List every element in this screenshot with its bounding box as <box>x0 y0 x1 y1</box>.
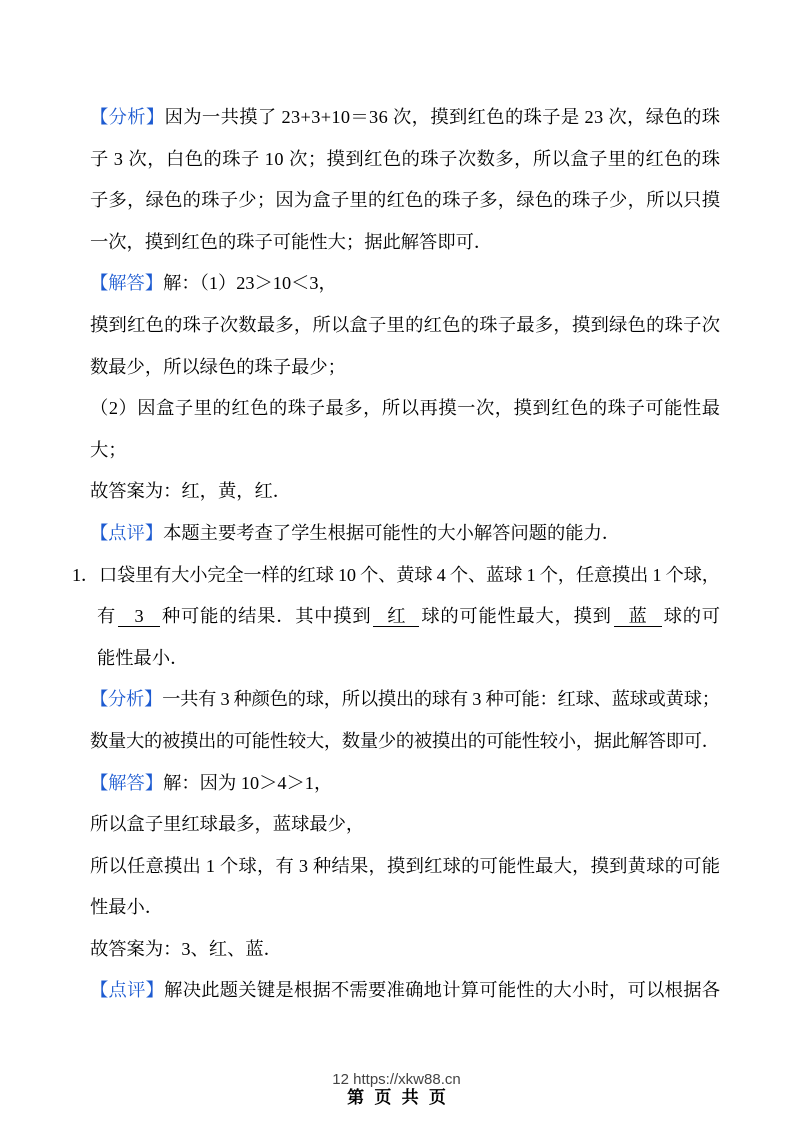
comment-text: 本题主要考查了学生根据可能性的大小解答问题的能力． <box>163 522 621 543</box>
prev-comment-line-1 <box>90 513 720 555</box>
blank-answer: 蓝 <box>628 606 647 627</box>
answer-text: 故答案为：红，黄，红． <box>90 481 292 502</box>
analysis-text: 一次，摸到红色的珠子可能性大；据此解答即可． <box>90 231 493 252</box>
line-text <box>90 897 163 917</box>
prev-analysis-line-4 <box>90 222 720 264</box>
line-text <box>97 606 721 626</box>
line-text <box>90 190 720 210</box>
prev-analysis-line-1 <box>90 97 720 139</box>
q1-analysis-line-2 <box>90 721 720 763</box>
footer-page-label: 第 页 共 页 <box>347 1088 446 1107</box>
line-text <box>90 939 282 959</box>
question-number: 1． <box>72 564 99 585</box>
solution-text: 解：因为 10＞4＞1， <box>163 772 333 793</box>
line-text <box>90 357 346 377</box>
line-text <box>90 523 620 543</box>
line-text <box>90 980 720 1000</box>
question-text: 球的可能性最大，摸到 <box>421 606 612 627</box>
answer-blank-3 <box>614 606 662 627</box>
analysis-text: 一共有 3 种颜色的球，所以摸出的球有 3 种可能：红球、蓝球或黄球； <box>162 689 720 710</box>
line-text <box>90 731 720 751</box>
analysis-text: 子 3 次，白色的珠子 10 次；摸到红色的珠子次数多，所以盒子里的红色的珠 <box>90 148 721 169</box>
solution-text: （2）因盒子里的红色的珠子最多，所以再摸一次，摸到红色的珠子可能性最 <box>90 398 721 419</box>
line-text <box>90 814 364 834</box>
question-text: 球的可 <box>663 606 721 627</box>
q1-analysis-line-1 <box>90 679 720 721</box>
question-text: 能性最小． <box>97 647 189 668</box>
solution-text: 摸到红色的珠子次数最多，所以盒子里的红色的珠子最多，摸到绿色的珠子次 <box>90 314 721 335</box>
line-text <box>72 565 720 585</box>
analysis-label: 【分析】 <box>90 107 165 127</box>
blank-answer: 红 <box>387 606 406 627</box>
analysis-text: 数量大的被摸出的可能性较大，数量少的被摸出的可能性较小，据此解答即可． <box>90 730 720 751</box>
solution-label: 【解答】 <box>90 772 164 793</box>
analysis-text: 子多，绿色的珠子少；因为盒子里的红色的珠子多，绿色的珠子少，所以只摸 <box>90 190 721 211</box>
question-1-stem-line-2 <box>97 596 720 638</box>
solution-label: 【解答】 <box>90 273 164 294</box>
line-text <box>90 149 720 169</box>
prev-solution-line-5 <box>90 430 720 472</box>
document-body <box>0 97 793 1012</box>
prev-analysis-line-2 <box>90 139 720 181</box>
question-1-stem-line-3 <box>97 638 720 680</box>
line-text <box>90 107 720 127</box>
question-text: 口袋里有大小完全一样的红球 10 个、黄球 4 个、蓝球 1 个，任意摸出 1 个球， <box>98 564 720 585</box>
analysis-label: 【分析】 <box>90 689 163 710</box>
line-text <box>90 273 337 293</box>
line-text <box>90 481 291 501</box>
solution-text: 所以盒子里红球最多，蓝球最少， <box>90 814 365 835</box>
line-text <box>90 440 127 460</box>
prev-solution-line-4 <box>90 388 720 430</box>
analysis-text: 因为一共摸了 23+3+10＝36 次，摸到红色的珠子是 23 次，绿色的珠 <box>164 107 721 127</box>
question-1-stem-line-1 <box>72 555 720 597</box>
prev-solution-line-1 <box>90 263 720 305</box>
prev-solution-line-2 <box>90 305 720 347</box>
q1-solution-line-3 <box>90 846 720 888</box>
q1-solution-line-2 <box>90 804 720 846</box>
line-text <box>90 773 332 793</box>
footer-url-line: 12 https://xkw88.cn <box>332 1071 461 1088</box>
line-text <box>90 398 721 418</box>
line-text <box>90 232 492 252</box>
prev-solution-line-3 <box>90 347 720 389</box>
prev-analysis-line-3 <box>90 180 720 222</box>
comment-text: 解决此题关键是根据不需要准确地计算可能性的大小时，可以根据各 <box>164 980 721 1001</box>
line-text <box>90 689 720 709</box>
line-text <box>90 315 720 335</box>
solution-text: 性最小． <box>90 897 164 918</box>
q1-solution-line-4 <box>90 887 720 929</box>
solution-text: 所以任意摸出 1 个球，有 3 种结果，摸到红球的可能性最大，摸到黄球的可能 <box>90 855 721 876</box>
answer-text: 故答案为：3、红、蓝． <box>90 938 282 959</box>
line-text <box>97 648 188 668</box>
comment-label: 【点评】 <box>90 522 164 543</box>
answer-blank-2 <box>373 606 419 627</box>
prev-solution-answer <box>90 471 720 513</box>
comment-label: 【点评】 <box>90 980 165 1001</box>
q1-comment-line-1 <box>90 970 720 1012</box>
q1-solution-answer <box>90 929 720 971</box>
solution-text: 大； <box>90 439 127 460</box>
q1-solution-line-1 <box>90 763 720 805</box>
blank-answer: 3 <box>134 606 144 627</box>
solution-text: 数最少，所以绿色的珠子最少； <box>90 356 346 377</box>
question-text: 有 <box>97 606 117 627</box>
question-text: 种可能的结果．其中摸到 <box>162 606 372 627</box>
solution-text: 解：（1）23＞10＜3， <box>163 273 337 294</box>
line-text <box>90 856 720 876</box>
answer-blank-1 <box>118 606 160 627</box>
